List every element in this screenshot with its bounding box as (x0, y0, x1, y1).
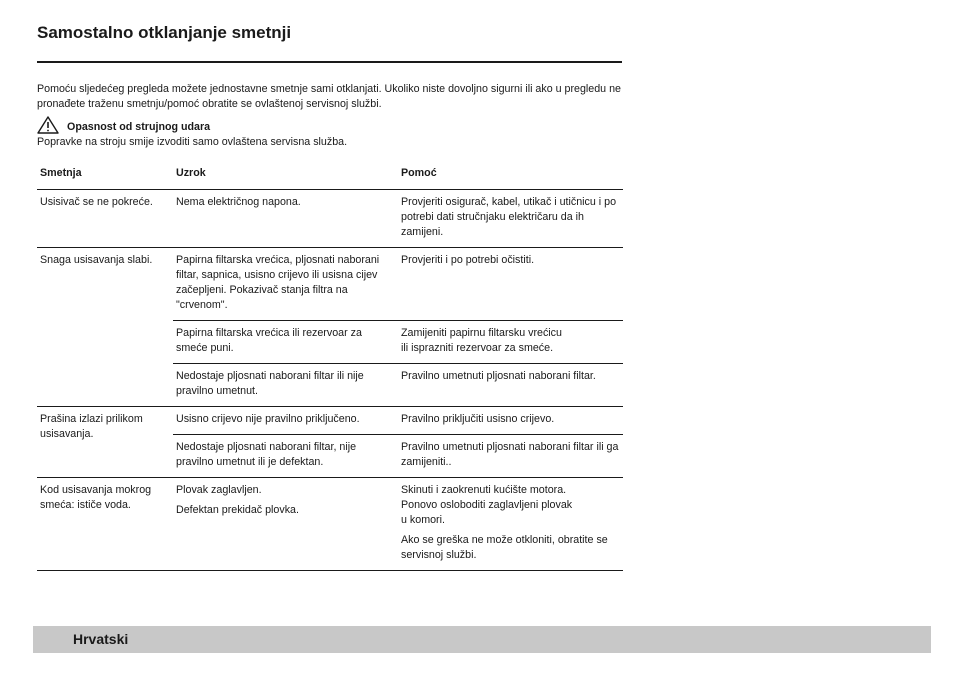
fault-cell: Snaga usisavanja slabi. (37, 248, 173, 407)
header-fault: Smetnja (37, 160, 173, 190)
warning-title: Opasnost od strujnog udara (67, 121, 211, 133)
help-cell: Provjeriti i po potrebi očistiti. (398, 248, 623, 321)
fault-cell: Kod usisavanja mokrog smeća: ističe voda. (37, 478, 173, 571)
help-cell: Pravilno umetnuti pljosnati naborani filtar ili ga zamijeniti.. (398, 435, 623, 478)
fault-cell: Prašina izlazi prilikom usisavanja. (37, 407, 173, 478)
cause-cell: Usisno crijevo nije pravilno priključeno. (173, 407, 398, 435)
table-row (37, 478, 623, 571)
warning-block (37, 116, 622, 149)
header-help: Pomoć (398, 160, 623, 190)
cause-cell: Nedostaje pljosnati naborani filtar ili nije pravilno umetnut. (173, 364, 398, 407)
warning-triangle-icon (37, 116, 59, 134)
header-cause: Uzrok (173, 160, 398, 190)
cause-line: Defektan prekidač plovka. (176, 504, 299, 516)
cause-cell: Nema električnog napona. (173, 190, 398, 248)
fault-cell: Usisivač se ne pokreće. (37, 190, 173, 248)
cause-cell: Papirna filtarska vrećica ili rezervoar za smeće puni. (173, 321, 398, 364)
language-label: Hrvatski (73, 631, 129, 647)
help-line: Zamijeniti papirnu filtarsku vrećicu (401, 327, 562, 339)
help-line: Ako se greška ne može otkloniti, obratite se servisnoj službi. (401, 534, 608, 561)
page-title: Samostalno otklanjanje smetnji (37, 23, 292, 42)
cause-cell (173, 478, 398, 571)
help-cell: Pravilno umetnuti pljosnati naborani filtar. (398, 364, 623, 407)
help-line: u komori. (401, 514, 445, 526)
troubleshooting-table (37, 160, 623, 571)
help-line: Skinuti i zaokrenuti kućište motora. (401, 484, 567, 496)
cause-cell: Papirna filtarska vrećica, pljosnati naborani filtar, sapnica, usisno crijevo ili usisna cijev začepljeni. Pokazivač stanja filtra na "crvenom". (173, 248, 398, 321)
help-cell: Provjeriti osigurač, kabel, utikač i utičnicu i po potrebi dati stručnjaku električaru da ih zamijeni. (398, 190, 623, 248)
table-row (37, 248, 623, 321)
title-divider (37, 61, 622, 63)
cause-line: Plovak zaglavljen. (176, 484, 262, 496)
intro-paragraph: Pomoću sljedećeg pregleda možete jednostavne smetnje sami otklanjati. Ukoliko niste dovoljno sigurni ili ako u pregledu ne pronađete traženu smetnju/pomoć obratite se ovlaštenoj servisnoj službi. (37, 83, 621, 110)
help-line: Ponovo osloboditi zaglavljeni plovak (401, 499, 573, 511)
help-cell (398, 478, 623, 571)
cause-cell: Nedostaje pljosnati naborani filtar, nije pravilno umetnut ili je defektan. (173, 435, 398, 478)
help-cell (398, 321, 623, 364)
help-cell: Pravilno priključiti usisno crijevo. (398, 407, 623, 435)
table-row (37, 407, 623, 435)
table-header-row (37, 160, 623, 190)
help-line: ili isprazniti rezervoar za smeće. (401, 342, 554, 354)
footer-bar (33, 626, 931, 653)
table-row (37, 190, 623, 248)
warning-text: Popravke na stroju smije izvoditi samo ovlaštena servisna služba. (37, 136, 348, 148)
